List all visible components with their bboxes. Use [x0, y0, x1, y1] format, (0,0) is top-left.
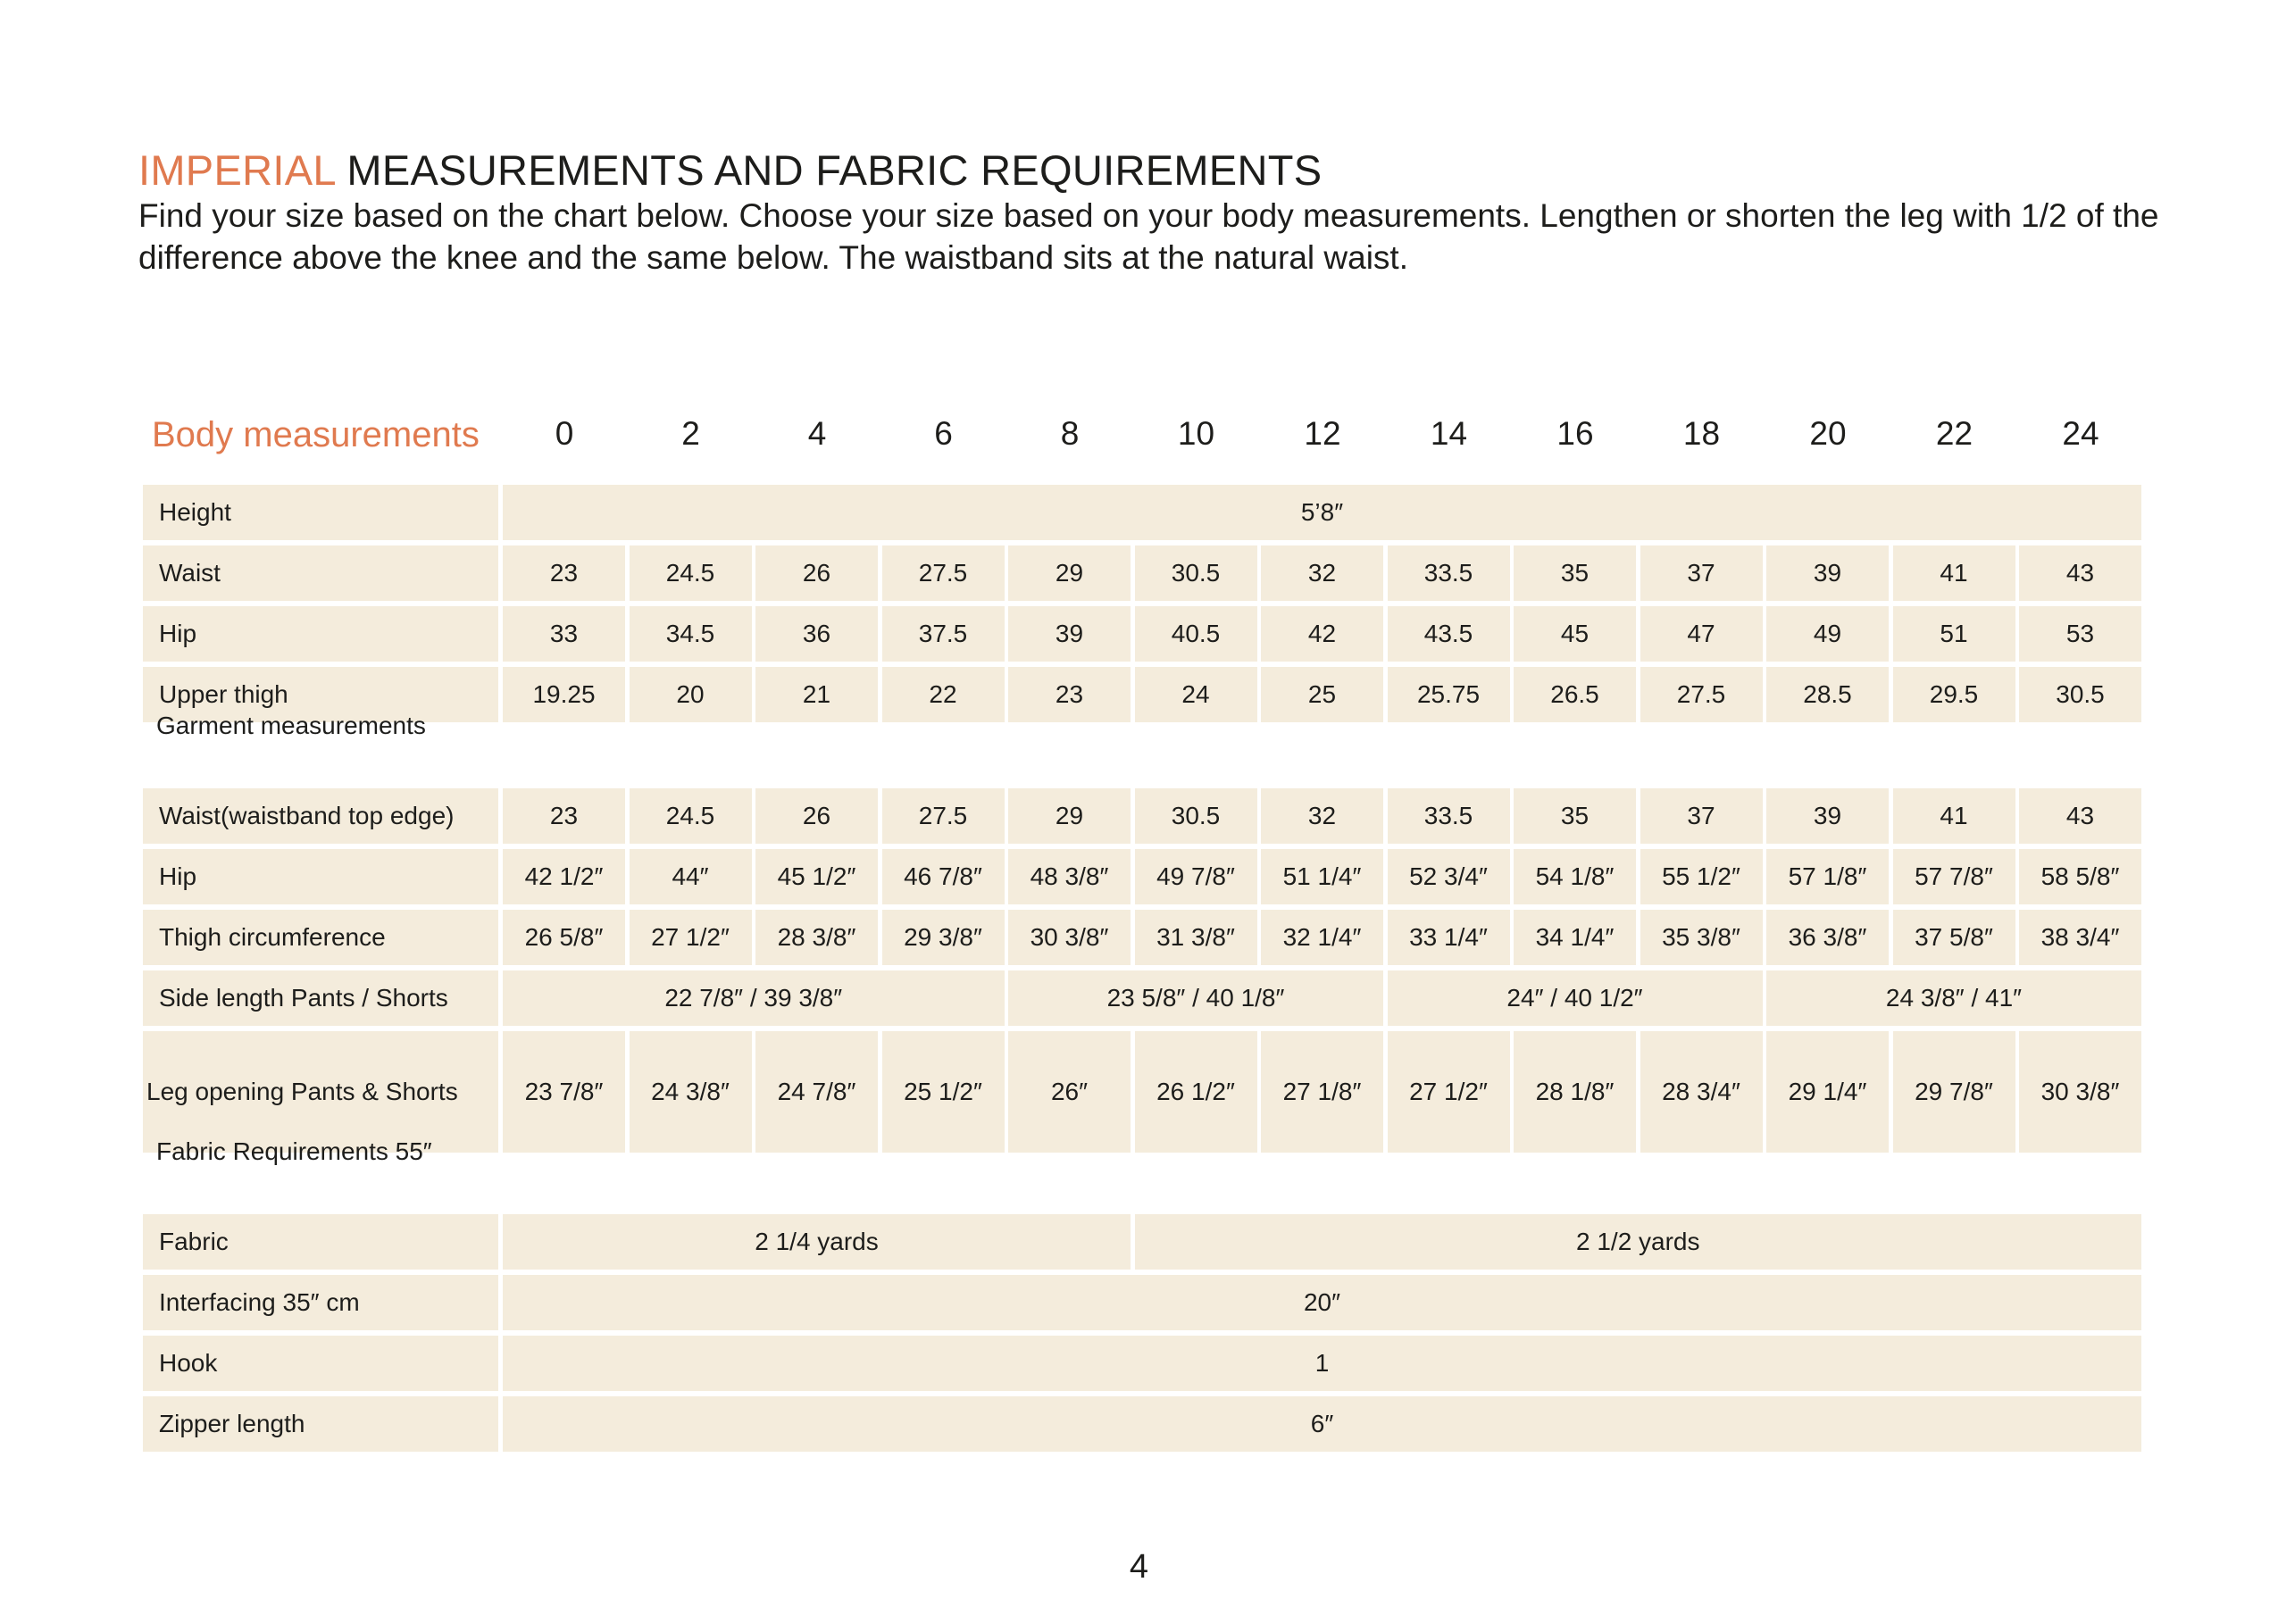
table-cell: 29.5 [1893, 667, 2015, 722]
table-cell: 33 1/4″ [1388, 910, 1510, 965]
table-cell: 43 [2019, 545, 2141, 601]
section-heading: Garment measurements [156, 712, 426, 739]
row-label: Waist [143, 545, 498, 601]
table-cell: 52 3/4″ [1388, 849, 1510, 904]
table-cell: 30.5 [2019, 667, 2141, 722]
table-cell: 22 [882, 667, 1005, 722]
table-cell: 28 3/8″ [755, 910, 878, 965]
table-cell: 39 [1766, 545, 1889, 601]
row-label: Height [143, 485, 498, 540]
table-cell: 27 1/8″ [1261, 1031, 1383, 1153]
size-header: 14 [1430, 415, 1468, 452]
size-header: 2 [681, 415, 700, 452]
table-cell: 25 [1261, 667, 1383, 722]
table-cell: 57 7/8″ [1893, 849, 2015, 904]
table-cell: 26 [755, 788, 878, 844]
table-cell: 37.5 [882, 606, 1005, 662]
table-cell: 31 3/8″ [1135, 910, 1257, 965]
table-cell: 34.5 [630, 606, 752, 662]
table-cell: 38 3/4″ [2019, 910, 2141, 965]
size-header: 12 [1304, 415, 1341, 452]
table-cell: 28 1/8″ [1514, 1031, 1636, 1153]
table-cell: 30.5 [1135, 788, 1257, 844]
table-cell: 26″ [1008, 1031, 1131, 1153]
table-cell: 37 [1640, 545, 1763, 601]
size-header: 6 [934, 415, 953, 452]
table-cell: 35 [1514, 788, 1636, 844]
row-label: Hip [143, 606, 498, 662]
row-label: Interfacing 35″ cm [143, 1275, 498, 1330]
table-cell: 26 1/2″ [1135, 1031, 1257, 1153]
table-cell: 42 [1261, 606, 1383, 662]
table-cell: 54 1/8″ [1514, 849, 1636, 904]
table-cell: 27 1/2″ [630, 910, 752, 965]
table-cell: 30 3/8″ [1008, 910, 1131, 965]
size-header: 0 [555, 415, 574, 452]
table-cell: 26 [755, 545, 878, 601]
table-span-cell: 24″ / 40 1/2″ [1388, 970, 1763, 1026]
table-cell: 45 [1514, 606, 1636, 662]
table-span-cell: 2 1/2 yards [1135, 1214, 2142, 1270]
title-rest: MEASUREMENTS AND FABRIC REQUIREMENTS [335, 146, 1323, 194]
table-span-cell: 2 1/4 yards [503, 1214, 1131, 1270]
table-cell: 37 5/8″ [1893, 910, 2015, 965]
table-cell: 32 1/4″ [1261, 910, 1383, 965]
title-accent: IMPERIAL [138, 146, 336, 194]
table-span-cell: 6″ [503, 1396, 2141, 1452]
table-cell: 33 [503, 606, 625, 662]
row-label: Hip [143, 849, 498, 904]
table-cell: 24 7/8″ [755, 1031, 878, 1153]
table-cell: 43.5 [1388, 606, 1510, 662]
table-span-cell: 1 [503, 1336, 2141, 1391]
row-label: Thigh circumference [143, 910, 498, 965]
row-label: Fabric [143, 1214, 498, 1270]
size-header: 8 [1060, 415, 1080, 452]
table-cell: 23 7/8″ [503, 1031, 625, 1153]
table-cell: 28.5 [1766, 667, 1889, 722]
table-cell: 23 [503, 545, 625, 601]
size-header: 20 [1809, 415, 1847, 452]
table-cell: 24.5 [630, 788, 752, 844]
table-span-cell: 24 3/8″ / 41″ [1766, 970, 2141, 1026]
table-cell: 36 [755, 606, 878, 662]
table-span-cell: 22 7/8″ / 39 3/8″ [503, 970, 1005, 1026]
page-subtitle: Find your size based on the chart below. Choose your size based on your body measurements. Lengthen or shorten the leg with 1/2 of the difference above the knee and the same below. The waistband sits at the natural waist. [138, 197, 2159, 276]
body-measurements-header: Body measurements [152, 415, 480, 454]
table-cell: 20 [630, 667, 752, 722]
table-cell: 29 7/8″ [1893, 1031, 2015, 1153]
table-cell: 32 [1261, 788, 1383, 844]
table-cell: 33.5 [1388, 545, 1510, 601]
table-cell: 39 [1766, 788, 1889, 844]
row-label: Leg opening Pants & Shorts [143, 1031, 498, 1153]
row-label: Zipper length [143, 1396, 498, 1452]
page-number: 4 [1129, 1548, 1149, 1586]
table-cell: 30 3/8″ [2019, 1031, 2141, 1153]
table-cell: 41 [1893, 545, 2015, 601]
table-cell: 25.75 [1388, 667, 1510, 722]
table-cell: 24 3/8″ [630, 1031, 752, 1153]
table-cell: 27.5 [882, 788, 1005, 844]
table-cell: 29 [1008, 788, 1131, 844]
table-cell: 32 [1261, 545, 1383, 601]
table-cell: 26 5/8″ [503, 910, 625, 965]
table-cell: 40.5 [1135, 606, 1257, 662]
row-label: Upper thigh [143, 667, 498, 722]
row-label: Hook [143, 1336, 498, 1391]
table-cell: 37 [1640, 788, 1763, 844]
table-cell: 24 [1135, 667, 1257, 722]
table-cell: 29 3/8″ [882, 910, 1005, 965]
size-header: 4 [807, 415, 827, 452]
table-cell: 35 [1514, 545, 1636, 601]
table-cell: 45 1/2″ [755, 849, 878, 904]
table-cell: 35 3/8″ [1640, 910, 1763, 965]
table-cell: 21 [755, 667, 878, 722]
table-cell: 27.5 [882, 545, 1005, 601]
table-cell: 51 1/4″ [1261, 849, 1383, 904]
table-cell: 47 [1640, 606, 1763, 662]
section-heading: Fabric Requirements 55″ [156, 1137, 432, 1165]
table-cell: 42 1/2″ [503, 849, 625, 904]
table-cell: 30.5 [1135, 545, 1257, 601]
table-cell: 23 [1008, 667, 1131, 722]
table-cell: 39 [1008, 606, 1131, 662]
table-span-cell: 23 5/8″ / 40 1/8″ [1008, 970, 1383, 1026]
table-cell: 44″ [630, 849, 752, 904]
table-span-cell: 20″ [503, 1275, 2141, 1330]
table-cell: 51 [1893, 606, 2015, 662]
table-cell: 23 [503, 788, 625, 844]
table-cell: 55 1/2″ [1640, 849, 1763, 904]
table-cell: 58 5/8″ [2019, 849, 2141, 904]
size-header: 10 [1177, 415, 1215, 452]
table-cell: 28 3/4″ [1640, 1031, 1763, 1153]
table-cell: 49 [1766, 606, 1889, 662]
table-cell: 46 7/8″ [882, 849, 1005, 904]
table-cell: 49 7/8″ [1135, 849, 1257, 904]
size-header: 16 [1556, 415, 1594, 452]
table-cell: 34 1/4″ [1514, 910, 1636, 965]
row-label: Side length Pants / Shorts [143, 970, 498, 1026]
table-cell: 26.5 [1514, 667, 1636, 722]
table-cell: 41 [1893, 788, 2015, 844]
row-label: Waist(waistband top edge) [143, 788, 498, 844]
table-cell: 57 1/8″ [1766, 849, 1889, 904]
table-cell: 33.5 [1388, 788, 1510, 844]
table-cell: 53 [2019, 606, 2141, 662]
table-cell: 29 1/4″ [1766, 1031, 1889, 1153]
size-header: 18 [1682, 415, 1721, 452]
table-cell: 36 3/8″ [1766, 910, 1889, 965]
table-cell: 24.5 [630, 545, 752, 601]
table-cell: 43 [2019, 788, 2141, 844]
size-header: 22 [1935, 415, 1973, 452]
table-cell: 29 [1008, 545, 1131, 601]
table-cell: 25 1/2″ [882, 1031, 1005, 1153]
table-cell: 19.25 [503, 667, 625, 722]
page-title [138, 146, 1322, 195]
table-cell: 27 1/2″ [1388, 1031, 1510, 1153]
table-cell: 48 3/8″ [1008, 849, 1131, 904]
size-header: 24 [2062, 415, 2099, 452]
table-cell: 27.5 [1640, 667, 1763, 722]
table-span-cell: 5’8″ [503, 485, 2141, 540]
